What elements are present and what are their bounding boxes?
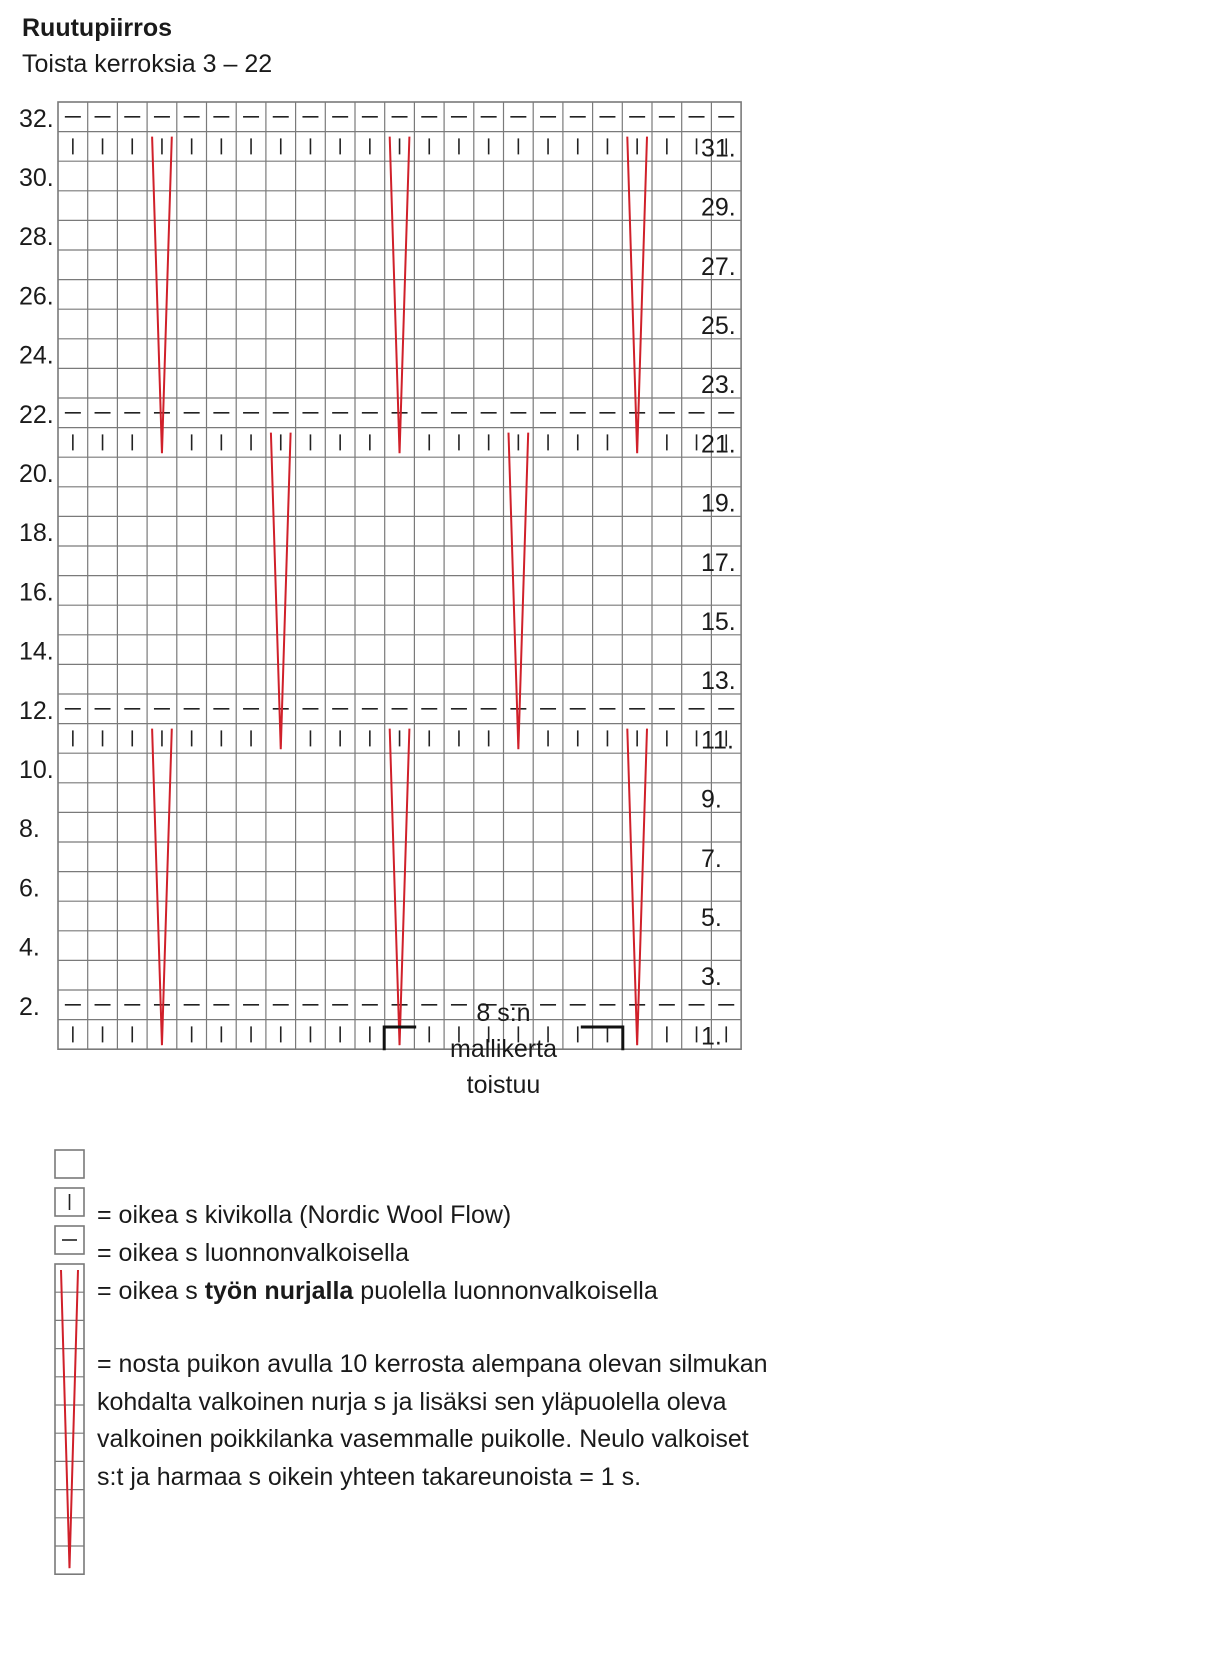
row-label-right: 15.	[701, 608, 736, 636]
legend-item-empty-square	[97, 1197, 511, 1234]
chart-subtitle: Toista kerroksia 3 – 22	[22, 50, 273, 78]
row-label-right: 19.	[701, 489, 736, 518]
row-label-left: 32.	[19, 104, 54, 133]
chart-title: Ruutupiirros	[22, 14, 172, 42]
row-label-right: 7.	[701, 844, 722, 873]
legend-text-empty-square: = oikea s kivikolla (Nordic Wool Flow)	[97, 1201, 512, 1229]
legend-item-dash	[97, 1273, 658, 1310]
row-label-left: 30.	[19, 164, 54, 192]
legend-item-slip-stitch	[97, 1346, 857, 1496]
row-label-right: 31.	[701, 134, 736, 163]
row-label-right: 9.	[701, 785, 722, 814]
row-label-right: 13.	[701, 667, 736, 696]
row-label-left: 6.	[19, 874, 40, 903]
legend-slip-line-4: s:t ja harmaa s oikein yhteen takareunoista = 1 s.	[97, 1462, 642, 1491]
row-label-left: 20.	[19, 460, 54, 488]
legend-slip-line-2: kohdalta valkoinen nurja s ja lisäksi sen yläpuolella oleva	[97, 1387, 727, 1416]
row-label-right: 3.	[701, 963, 722, 992]
legend-text-dash-after: puolella luonnonvalkoisella	[353, 1277, 658, 1305]
row-label-left: 28.	[19, 223, 54, 252]
legend-text-dash-bold: työn nurjalla	[204, 1277, 354, 1305]
row-label-right: 17.	[701, 548, 736, 577]
repeat-label-line: mallikerta	[450, 1035, 557, 1063]
row-label-right: 27.	[701, 252, 736, 281]
legend-text-dash-before: = oikea s	[97, 1277, 205, 1305]
legend-empty-square-icon	[55, 1150, 84, 1178]
row-label-left: 10.	[19, 756, 54, 784]
row-label-left: 12.	[19, 696, 54, 725]
row-label-right: 23.	[701, 371, 736, 400]
row-label-right: 25.	[701, 312, 736, 340]
row-label-left: 26.	[19, 282, 54, 311]
row-label-right: 29.	[701, 193, 736, 222]
row-label-left: 22.	[19, 400, 54, 429]
legend-text-vertical-bar: = oikea s luonnonvalkoisella	[97, 1239, 410, 1267]
legend-slip-line-1: = nosta puikon avulla 10 kerrosta alempana olevan silmukan	[97, 1350, 768, 1378]
row-label-right: 21.	[701, 430, 736, 459]
row-label-left: 2.	[19, 992, 40, 1021]
row-label-left: 18.	[19, 519, 54, 548]
repeat-label-line: 8 s:n	[476, 999, 531, 1027]
row-label-right: 11.	[701, 726, 734, 755]
row-label-left: 8.	[19, 815, 40, 844]
legend-slip-box	[55, 1264, 84, 1574]
repeat-label-line: toistuu	[466, 1071, 541, 1099]
row-label-left: 24.	[19, 341, 54, 370]
row-label-left: 14.	[19, 637, 54, 666]
row-label-right: 1.	[701, 1022, 722, 1051]
legend-item-vertical-bar	[97, 1235, 409, 1272]
row-label-left: 4.	[19, 933, 40, 962]
row-label-left: 16.	[19, 578, 54, 607]
legend-slip-line-3: valkoinen poikkilanka vasemmalle puikolle. Neulo valkoiset	[97, 1425, 749, 1453]
row-label-right: 5.	[701, 904, 722, 932]
